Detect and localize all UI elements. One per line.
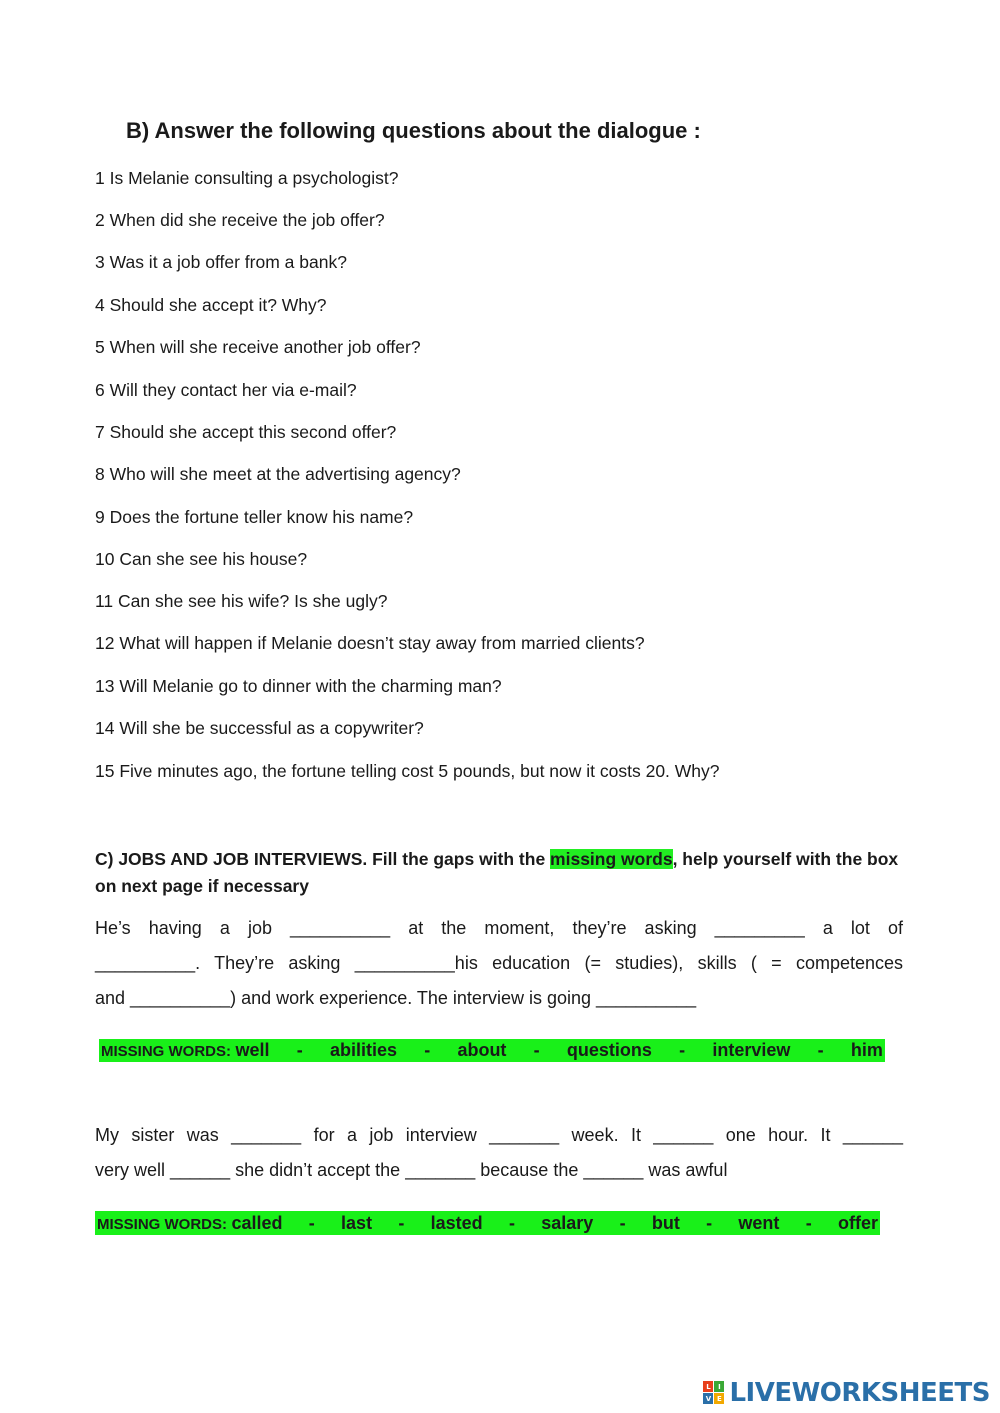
paragraph-2-line: very well ______ she didn’t accept the _______ because the ______ was awful bbox=[95, 1160, 728, 1180]
question-item: 4 Should she accept it? Why? bbox=[95, 295, 327, 315]
missing-words-group bbox=[101, 1040, 269, 1061]
question-item: 8 Who will she meet at the advertising agency? bbox=[95, 464, 461, 484]
word-option: last bbox=[341, 1212, 373, 1233]
question-item: 12 What will happen if Melanie doesn’t stay away from married clients? bbox=[95, 633, 645, 653]
word-separator: - bbox=[679, 1040, 686, 1060]
word-option: salary bbox=[541, 1212, 594, 1233]
paragraph-1-line: __________. They’re asking __________his education (= studies), skills ( = competences bbox=[95, 953, 903, 973]
logo-mark-letter: V bbox=[703, 1393, 713, 1404]
logo-mark-letter: I bbox=[714, 1381, 724, 1392]
question-item: 7 Should she accept this second offer? bbox=[95, 422, 397, 442]
word-option: questions bbox=[566, 1040, 652, 1060]
missing-words-group bbox=[97, 1213, 282, 1234]
question-item: 3 Was it a job offer from a bank? bbox=[95, 252, 347, 272]
question-item: 2 When did she receive the job offer? bbox=[95, 210, 385, 230]
paragraph-1 bbox=[95, 911, 903, 1016]
word-option: well bbox=[235, 1040, 270, 1060]
logo-mark-letter: L bbox=[703, 1381, 713, 1392]
question-item: 5 When will she receive another job offer? bbox=[95, 337, 421, 357]
question-item: 13 Will Melanie go to dinner with the charming man? bbox=[95, 676, 502, 696]
word-option: called bbox=[231, 1212, 283, 1233]
liveworksheets-logo[interactable] bbox=[703, 1378, 990, 1408]
word-separator: - bbox=[424, 1040, 431, 1060]
question-item: 9 Does the fortune teller know his name? bbox=[95, 507, 414, 527]
logo-mark-letter: E bbox=[714, 1393, 724, 1404]
section-c-title-part2: , help yourself with the box on next page if necessary bbox=[95, 849, 899, 896]
word-separator: - bbox=[296, 1040, 303, 1060]
word-option: went bbox=[738, 1212, 780, 1233]
word-option: about bbox=[457, 1040, 507, 1060]
word-separator: - bbox=[619, 1212, 626, 1233]
missing-words-highlight: missing words bbox=[550, 849, 673, 869]
word-separator: - bbox=[398, 1212, 405, 1233]
section-c-title-part1: C) JOBS AND JOB INTERVIEWS. Fill the gaps with the bbox=[95, 849, 551, 869]
question-item: 11 Can she see his wife? Is she ugly? bbox=[95, 591, 388, 611]
missing-words-label: MISSING WORDS: bbox=[97, 1215, 227, 1233]
word-option: him bbox=[850, 1040, 883, 1060]
paragraph-1-line: and __________) and work experience. The interview is going __________ bbox=[95, 988, 697, 1008]
word-separator: - bbox=[508, 1212, 515, 1233]
question-item: 15 Five minutes ago, the fortune telling cost 5 pounds, but now it costs 20. Why? bbox=[95, 761, 720, 781]
question-item: 14 Will she be successful as a copywriter? bbox=[95, 718, 424, 738]
word-option: abilities bbox=[329, 1040, 397, 1060]
paragraph-1-line: He’s having a job __________ at the moment, they’re asking _________ a lot of bbox=[95, 918, 903, 938]
question-item: 10 Can she see his house? bbox=[95, 549, 308, 569]
word-separator: - bbox=[805, 1212, 812, 1233]
question-item: 1 Is Melanie consulting a psychologist? bbox=[95, 168, 399, 188]
word-separator: - bbox=[533, 1040, 540, 1060]
word-option: lasted bbox=[430, 1212, 483, 1233]
question-item: 6 Will they contact her via e-mail? bbox=[95, 380, 357, 400]
section-b-title: B) Answer the following questions about the dialogue : bbox=[126, 118, 701, 143]
word-option: interview bbox=[712, 1040, 791, 1060]
word-option: but bbox=[651, 1212, 680, 1233]
logo-text: LIVEWORKSHEETS bbox=[729, 1378, 990, 1408]
missing-words-label: MISSING WORDS: bbox=[101, 1043, 231, 1060]
paragraph-2 bbox=[95, 1118, 903, 1188]
section-c-title bbox=[95, 846, 905, 900]
word-separator: - bbox=[308, 1212, 315, 1233]
word-separator: - bbox=[706, 1212, 713, 1233]
liveworksheets-mark-icon bbox=[703, 1381, 725, 1405]
paragraph-2-line: My sister was _______ for a job interview _______ week. It ______ one hour. It ______ bbox=[95, 1125, 903, 1145]
missing-words-box-1 bbox=[99, 1039, 885, 1062]
missing-words-box-2 bbox=[95, 1211, 880, 1235]
word-option: offer bbox=[837, 1212, 878, 1233]
word-separator: - bbox=[817, 1040, 824, 1060]
